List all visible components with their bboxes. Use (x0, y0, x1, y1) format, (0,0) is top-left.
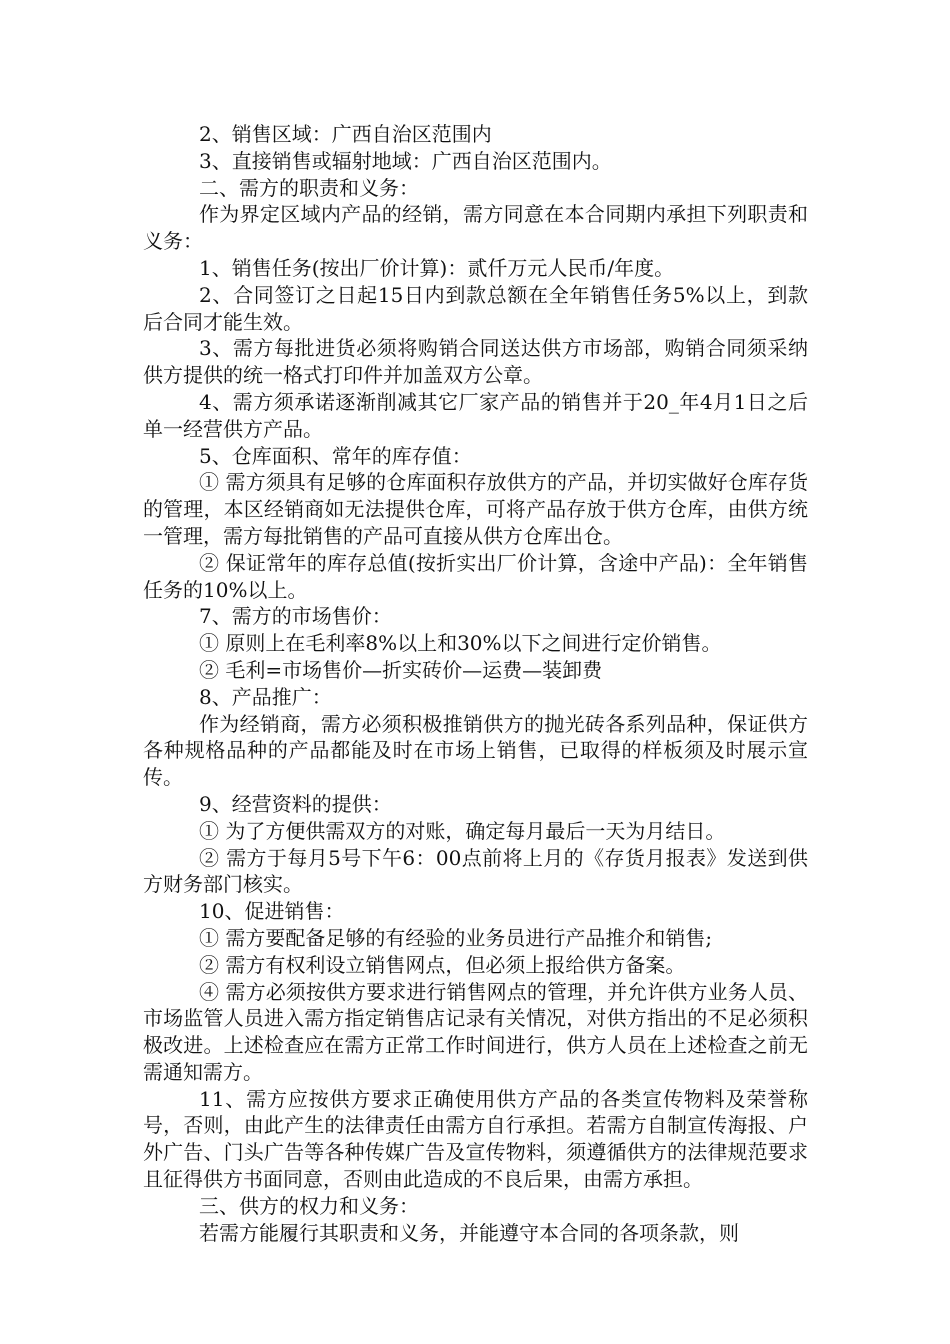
paragraph-pricing-principle: ① 原则上在毛利率8%以上和30%以下之间进行定价销售。 (199, 631, 722, 656)
heading-warehouse-inventory: 5、仓库面积、常年的库存值： (199, 443, 472, 468)
heading-buyer-duties: 二、需方的职责和义务： (199, 175, 419, 200)
paragraph-sales-target: 1、销售任务(按出厂价计算)：贰仟万元人民币/年度。 (199, 255, 675, 280)
paragraph-buyer-duties-intro: 作为界定区域内产品的经销，需方同意在本合同期内承担下列职责和义务： (143, 202, 808, 254)
heading-supplier-rights: 三、供方的权力和义务： (199, 1193, 419, 1218)
paragraph-promotional-materials: 11、需方应按供方要求正确使用供方产品的各类宣传物料及荣誉称号，否则，由此产生的法律责任由需方自行承担。若需方自制宣传海报、户外广告、门头广告等各种传媒广告及宣传物料，须遵循供方的法律规范要求且征得供方书面同意，否则由此造成的不良后果，由需方承担。 (143, 1086, 808, 1192)
paragraph-gross-profit-formula: ② 毛利=市场售价—折实砖价—运费—装卸费 (199, 657, 603, 682)
heading-sales-promotion: 10、促进销售： (199, 899, 345, 924)
paragraph-sales-region: 2、销售区域：广西自治区范围内 (199, 122, 492, 146)
paragraph-radiation-region: 3、直接销售或辐射地域：广西自治区范围内。 (199, 148, 612, 173)
document-body (143, 121, 808, 1246)
paragraph-outlet-management: ④ 需方必须按供方要求进行销售网点的管理，并允许供方业务人员、市场监管人员进入需方指定销售店记录有关情况，对供方指出的不足必须积极改进。上述检查应在需方正常工作时间进行，供方人员在上述检查之前无需通知需方。 (143, 979, 808, 1084)
paragraph-warehouse-area: ① 需方须具有足够的仓库面积存放供方的产品，并切实做好仓库存货的管理，本区经销商如无法提供仓库，可将产品存放于供方仓库，由供方统一管理，需方每批销售的产品可直接从供方仓库出仓。 (143, 470, 808, 548)
paragraph-inventory-value: ② 保证常年的库存总值(按折实出厂价计算，含途中产品)：全年销售任务的10%以上。 (143, 550, 808, 602)
paragraph-monthly-report: ② 需方于每月5号下午6：00点前将上月的《存货月报表》发送到供方财务部门核实。 (143, 845, 808, 897)
paragraph-payment-terms: 2、合同签订之日起15日内到款总额在全年销售任务5%以上，到款后合同才能生效。 (143, 282, 808, 334)
paragraph-sales-outlets: ② 需方有权利设立销售网点，但必须上报给供方备案。 (199, 952, 686, 977)
paragraph-supplier-rights-intro: 若需方能履行其职责和义务，并能遵守本合同的各项条款，则 (199, 1220, 739, 1245)
paragraph-purchase-contract: 3、需方每批进货必须将购销合同送达供方市场部，购销合同须采纳供方提供的统一格式打印件并加盖双方公章。 (143, 336, 808, 388)
heading-business-data: 9、经营资料的提供： (199, 791, 392, 816)
paragraph-month-end-date: ① 为了方便供需双方的对账，确定每月最后一天为月结日。 (199, 818, 726, 843)
heading-product-promotion: 8、产品推广： (199, 684, 332, 709)
paragraph-exclusive-operation: 4、需方须承诺逐渐削减其它厂家产品的销售并于20_年4月1日之后单一经营供方产品。 (143, 389, 808, 441)
paragraph-sales-staff: ① 需方要配备足够的有经验的业务员进行产品推介和销售; (199, 925, 713, 950)
heading-market-price: 7、需方的市场售价： (199, 604, 392, 629)
paragraph-product-promotion: 作为经销商，需方必须积极推销供方的抛光砖各系列品种，保证供方各种规格品种的产品都能及时在市场上销售，已取得的样板须及时展示宣传。 (143, 711, 808, 790)
